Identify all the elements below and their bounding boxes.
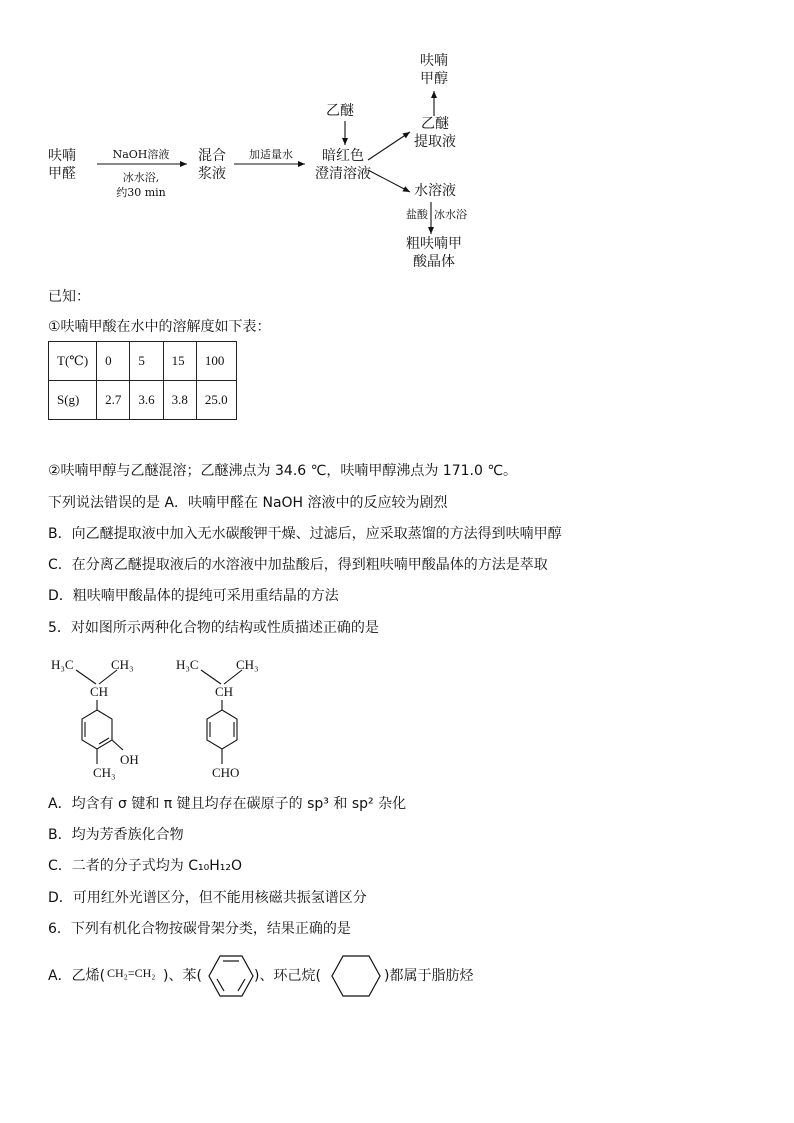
q6-stem: 6．下列有机化合物按碳骨架分类，结果正确的是 [48, 921, 351, 937]
table-header-cell: 0 [97, 342, 130, 381]
table-header-cell: 5 [130, 342, 163, 381]
table-cell: 25.0 [196, 381, 236, 420]
ice-bath-label: 冰水浴 [434, 208, 467, 221]
arrow-to-aqueous [368, 170, 410, 192]
benzene-ring [207, 710, 237, 749]
q4-option-a: 下列说法错误的是 A．呋喃甲醛在 NaOH 溶液中的反应较为剧烈 [48, 495, 448, 511]
table-header-cell: 15 [163, 342, 196, 381]
clear-solution-label-2: 澄清溶液 [315, 166, 371, 182]
crude-acid-label-2: 酸晶体 [413, 254, 455, 270]
solubility-table [48, 341, 237, 420]
product-alcohol-label-1: 呋喃 [420, 53, 448, 69]
mix-label-2: 浆液 [198, 166, 226, 182]
cho-label: CHO [212, 765, 240, 780]
q6-a-part1: A．乙烯( [48, 968, 106, 984]
table-row [49, 381, 237, 420]
ether-extract-label-2: 提取液 [414, 134, 456, 150]
q4-option-c: C．在分离乙醚提取液后的水溶液中加盐酸后，得到粗呋喃甲酸晶体的方法是萃取 [48, 557, 548, 573]
q5-option-b: B．均为芳香族化合物 [48, 827, 184, 843]
h3c-label: H₃C [176, 657, 199, 672]
item2-text: ②呋喃甲醇与乙醚混溶；乙醚沸点为 34.6 ℃，呋喃甲醇沸点为 171.0 ℃。 [48, 463, 518, 479]
benzene-ring [82, 710, 112, 749]
known-label: 已知： [48, 289, 90, 305]
ch3-label: CH₃ [111, 657, 134, 672]
table-header-cell: 100 [196, 342, 236, 381]
clear-solution-label-1: 暗红色 [322, 148, 364, 164]
arrow1-bottom-label-1: 冰水浴, [122, 171, 160, 184]
item1-text: ①呋喃甲酸在水中的溶解度如下表： [48, 319, 271, 335]
mix-label-1: 混合 [198, 148, 226, 164]
bond [112, 740, 123, 750]
bond [99, 670, 117, 684]
table-cell: 3.8 [163, 381, 196, 420]
benzene-structure [205, 952, 257, 1000]
ether-in-label: 乙醚 [326, 103, 354, 119]
crude-acid-label-1: 粗呋喃甲 [406, 236, 462, 252]
ch-label: CH [215, 684, 234, 699]
molecular-formula: C₁₀H₁₂O [188, 858, 243, 874]
table-cell: 3.6 [130, 381, 163, 420]
arrow1-bottom-label-2: 约30 min [116, 186, 166, 199]
q5-option-d: D．可用红外光谱区分，但不能用核磁共振氢谱区分 [48, 890, 367, 906]
table-cell: 2.7 [97, 381, 130, 420]
h3c-label: H₃C [51, 657, 74, 672]
q5-stem: 5．对如图所示两种化合物的结构或性质描述正确的是 [48, 620, 379, 636]
flowchart-arrows [0, 0, 794, 280]
arrow1-top-label: NaOH溶液 [112, 148, 170, 161]
start-label-2: 甲醛 [48, 166, 76, 182]
oh-label: OH [120, 752, 139, 767]
q6-a-part2: )、苯( [163, 968, 202, 984]
product-alcohol-label-2: 甲醇 [420, 71, 448, 87]
aqueous-label: 水溶液 [414, 183, 456, 199]
q5-option-c-prefix: C．二者的分子式均为 [48, 858, 189, 874]
q4-option-b: B．向乙醚提取液中加入无水碳酸钾干燥、过滤后，应采取蒸馏的方法得到呋喃甲醇 [48, 526, 562, 542]
structure-bonds [0, 640, 300, 790]
table-header-cell: T(℃) [49, 342, 97, 381]
ethylene-formula: CH₂=CH₂ [107, 966, 156, 980]
q6-a-part3: )、环己烷( [254, 968, 321, 984]
bond [201, 670, 221, 684]
arrow-to-extract [368, 132, 410, 160]
hcl-label: 盐酸 [406, 208, 428, 221]
q5-option-c [48, 857, 242, 875]
table-row [49, 342, 237, 381]
ether-extract-label-1: 乙醚 [421, 116, 449, 132]
methyl-label: CH₃ [93, 765, 116, 780]
table-cell: S(g) [49, 381, 97, 420]
bond [76, 670, 96, 684]
ch3-label: CH₃ [236, 657, 259, 672]
q4-option-d: D．粗呋喃甲酸晶体的提纯可采用重结晶的方法 [48, 588, 339, 604]
start-label-1: 呋喃 [48, 148, 76, 164]
bond [224, 670, 242, 684]
q6-a-part4: )都属于脂肪烃 [384, 968, 474, 984]
ch-label: CH [90, 684, 109, 699]
arrow2-top-label: 加适量水 [249, 148, 293, 161]
cyclohexane-structure [328, 952, 384, 1000]
q5-option-a: A．均含有 σ 键和 π 键且均存在碳原子的 sp³ 和 sp² 杂化 [48, 796, 407, 812]
